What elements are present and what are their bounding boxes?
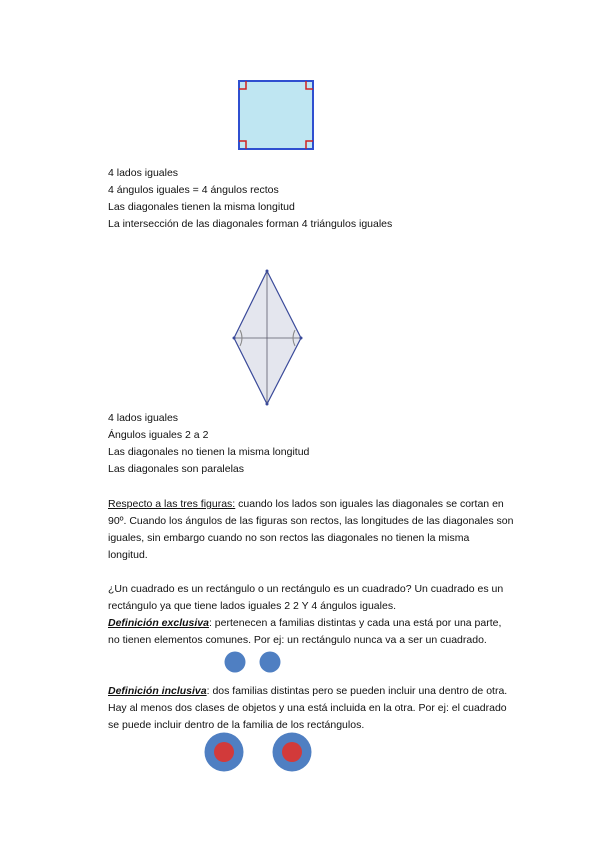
inclusiva-line-3: se puede incluir dentro de la familia de los rectángulos.: [108, 719, 365, 731]
blue-circle: [260, 652, 281, 673]
question-line-2: rectángulo ya que tiene lados iguales 2 2 Y 4 ángulos iguales.: [108, 600, 396, 612]
square-line-2: 4 ángulos iguales = 4 ángulos rectos: [108, 184, 279, 196]
exclusiva-text: : pertenecen a familias distintas y cada una está por una parte,: [208, 617, 502, 629]
rhombus-line-3: Las diagonales no tienen la misma longitud: [108, 446, 310, 458]
respecto-line-3: iguales, sin embargo cuando no son rectos las diagonales no tienen la misma: [108, 532, 470, 544]
respecto-line-4: longitud.: [108, 549, 148, 561]
inclusiva-text: : dos familias distintas pero se pueden incluir una dentro de otra.: [206, 685, 508, 697]
rhombus-line-2: Ángulos iguales 2 a 2: [108, 429, 209, 441]
exclusiva-term: Definición exclusiva: [108, 617, 209, 629]
rhombus-line-1: 4 lados iguales: [108, 412, 179, 424]
inclusiva-term: Definición inclusiva: [108, 685, 207, 697]
blue-circle: [225, 652, 246, 673]
red-circle: [214, 742, 234, 762]
red-circle: [282, 742, 302, 762]
square-line-1: 4 lados iguales: [108, 167, 179, 179]
question-line-1: ¿Un cuadrado es un rectángulo o un rectángulo es un cuadrado? Un cuadrado es un: [108, 583, 504, 595]
square-line-3: Las diagonales tienen la misma longitud: [108, 201, 295, 213]
inclusive-circles: [202, 730, 322, 776]
inclusiva-line-2: Hay al menos dos clases de objetos y una está incluida en la otra. Por ej: el cuadrado: [108, 702, 507, 714]
rhombus-figure: [228, 268, 308, 408]
respecto-line-1: [108, 498, 504, 511]
square-line-4: La intersección de las diagonales forman 4 triángulos iguales: [108, 218, 393, 230]
square-figure: [237, 79, 317, 153]
respecto-line-2: 90º. Cuando los ángulos de las figuras son rectos, las longitudes de las diagonales son: [108, 515, 514, 527]
respecto-text: cuando los lados son iguales las diagonales se cortan en: [235, 498, 504, 510]
inclusiva-line-1: [108, 685, 507, 698]
respecto-heading: Respecto a las tres figuras:: [108, 498, 236, 510]
rhombus-line-4: Las diagonales son paralelas: [108, 463, 245, 475]
exclusive-circles: [222, 650, 292, 676]
exclusiva-line-2: no tienen elementos comunes. Por ej: un rectángulo nunca va a ser un cuadrado.: [108, 634, 487, 646]
exclusiva-line-1: [108, 617, 501, 630]
